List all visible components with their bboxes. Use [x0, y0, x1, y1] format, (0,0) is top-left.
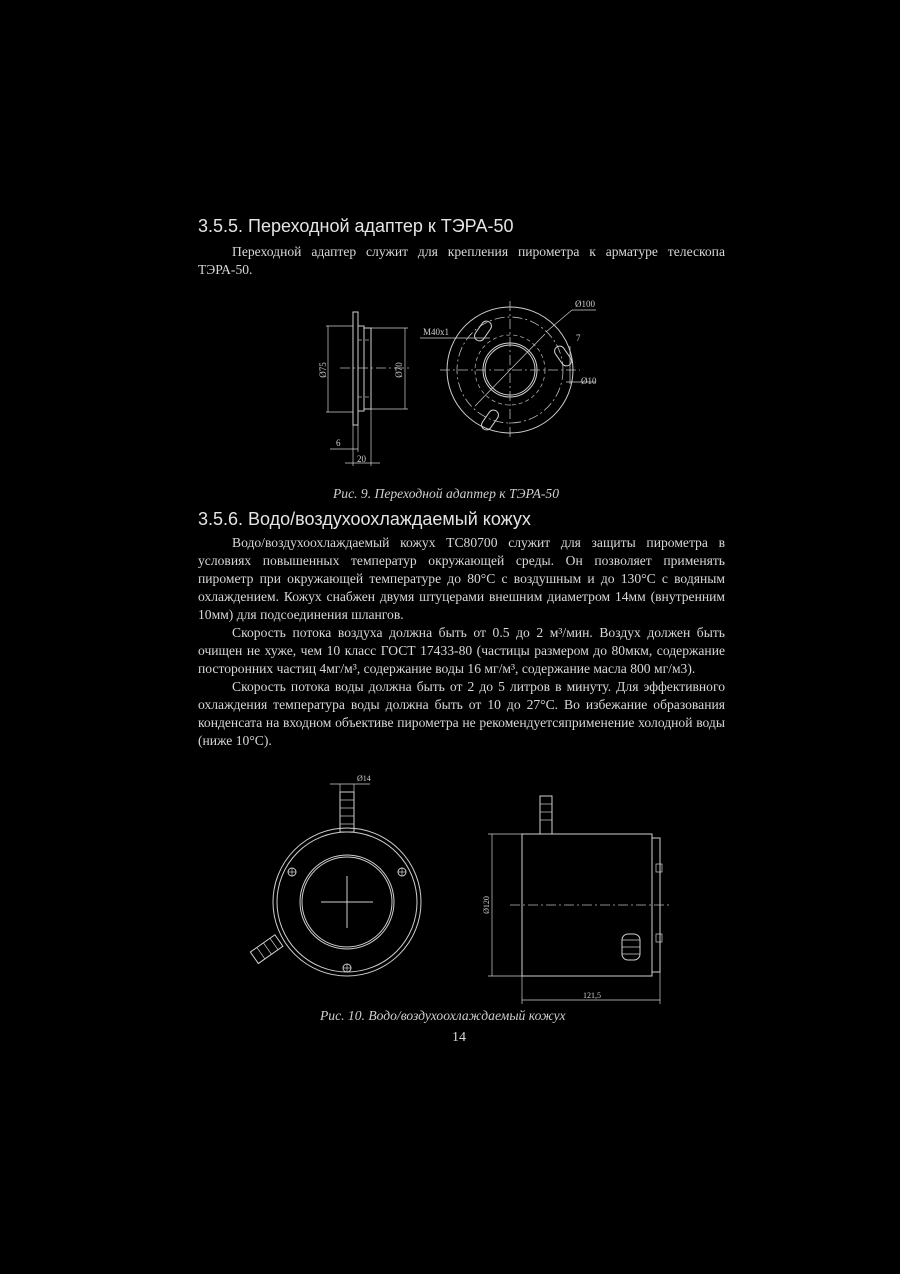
dim-d14: Ø14 [357, 774, 371, 783]
section-text-355 [198, 243, 725, 279]
dim-7: 7 [576, 333, 581, 343]
dim-d70: Ø70 [394, 362, 404, 378]
section-heading-356: 3.5.6. Водо/воздухоохлаждаемый кожух [198, 509, 531, 529]
dim-d100: Ø100 [575, 299, 595, 309]
dim-d75: Ø75 [318, 362, 328, 378]
dim-length: 121,5 [583, 991, 601, 1000]
figure-caption-9: Рис. 9. Переходной адаптер к ТЭРА-50 [333, 486, 560, 501]
dim-d120: Ø120 [482, 896, 491, 914]
housing-side-view [488, 796, 670, 1004]
dim-d10: Ø10 [581, 376, 597, 386]
dim-thread: M40x1 [423, 327, 450, 337]
housing-front-dimensions [357, 774, 371, 783]
section-text-356 [198, 534, 725, 750]
paragraph: Скорость потока воздуха должна быть от 0.5 до 2 м³/мин. Воздух должен быть очищен не хуже, чем 10 класс ГОСТ 17433-80 (частицы размером до 80мкм, содержание посторонних частиц 4мг/м³, содержание воды 16 мг/м³, содержание масла 800 мг/м3). [198, 625, 725, 676]
dim-6: 6 [336, 438, 341, 448]
paragraph: Водо/воздухоохлаждаемый кожух ТС80700 служит для защиты пирометра в условиях повышенных температур окружающей среды. Он позволяет применять пирометр при окружающей температуре до 80°С с воздушным и до 130°С с водяным охлаждением. Кожух снабжен двумя штуцерами внешним диаметром 14мм (внутренним 10мм) для подсоединения шлангов. [198, 535, 725, 622]
housing-drawing [260, 772, 680, 1004]
adapter-drawing [300, 296, 620, 471]
section-heading-355: 3.5.5. Переходной адаптер к ТЭРА-50 [198, 216, 514, 236]
dim-20: 20 [357, 454, 366, 464]
housing-front-view [250, 784, 421, 976]
paragraph: Скорость потока воды должна быть от 2 до 5 литров в минуту. Для эффективного охлаждения температура воды должна быть от 10 до 27°С. Во избежание образования конденсата на входном объективе пирометра не рекомендуетсяприменение холодной воды (ниже 10°С). [198, 679, 725, 748]
paragraph: Переходной адаптер служит для крепления пирометра к арматуре телескопа ТЭРА-50. [198, 244, 725, 277]
adapter-front-view [420, 301, 596, 439]
figure-caption-10: Рис. 10. Водо/воздухоохлаждаемый кожух [320, 1008, 566, 1023]
page-number: 14 [452, 1030, 466, 1045]
housing-side-dimensions [482, 896, 601, 1000]
